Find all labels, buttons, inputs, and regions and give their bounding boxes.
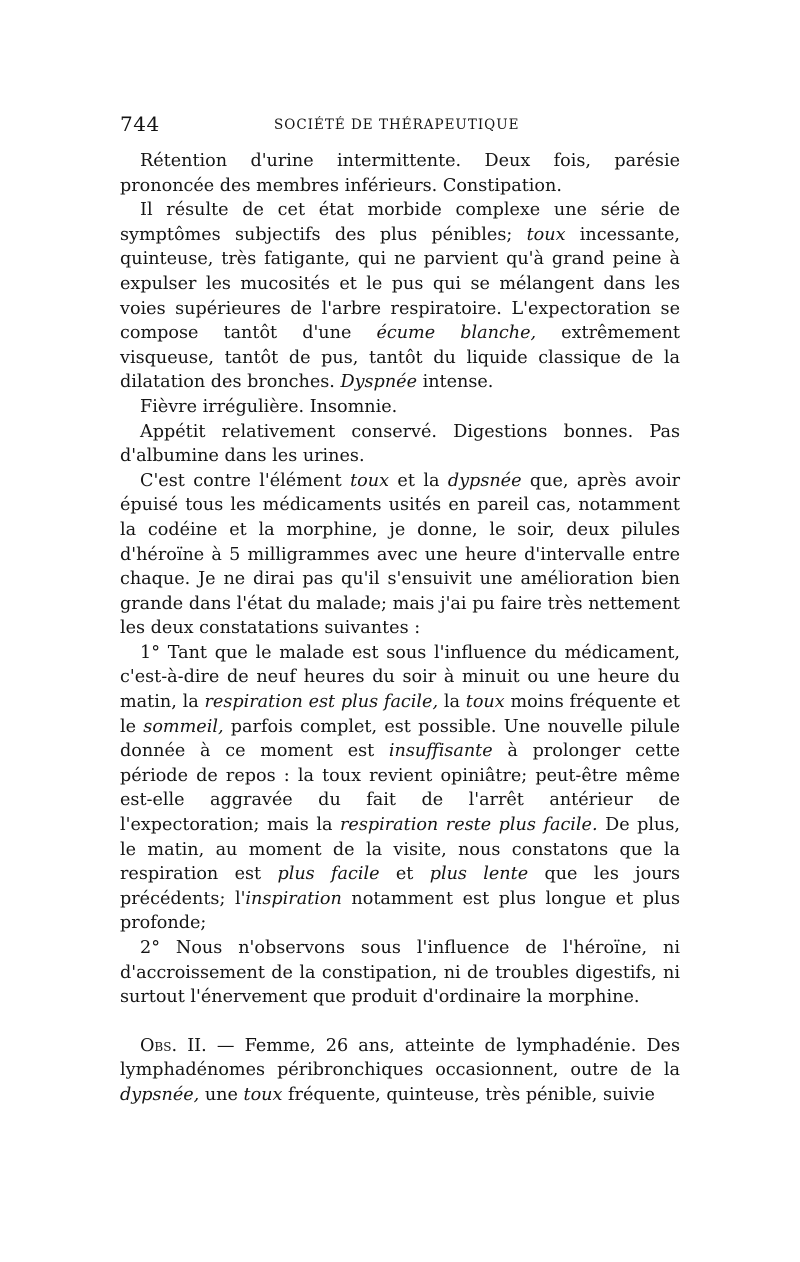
term-respiration: respiration est plus facile, <box>204 692 439 713</box>
term-plus-facile: plus facile <box>277 864 380 885</box>
paragraph-retention: Rétention d'urine intermittente. Deux fois, parésie prononcée des membres inférieurs. Constipation. <box>120 151 680 196</box>
paragraph-symptoms: Il résulte de cet état morbide complexe une série de symptômes subjectifs des plus pénibles; toux incessante, quinteuse, très fatigante, qui ne parvient qu'à grand peine à expulser les mucosités et le pus qui se mélangent dans les voies supérieures de l'arbre respiratoire. L'expectoration se compose tantôt d'une écume blanche, extrêmement visqueuse, tantôt de pus, tantôt du liquide classique de la dilatation des bronches. Dyspnée intense. <box>120 200 680 393</box>
term-dypsnee: dypsnée, <box>120 1084 200 1105</box>
page-header <box>120 112 680 142</box>
paragraph-observation-2: 2° Nous n'observons sous l'influence de l'héroïne, ni d'accroissement de la constipation, ni de troubles digestifs, ni surtout l'énervement que produit d'ordinaire la morphine. <box>120 938 680 1008</box>
term-toux: toux <box>350 470 390 491</box>
term-sommeil: sommeil, <box>143 716 224 737</box>
term-plus-lente: plus lente <box>429 864 529 885</box>
body-text <box>120 149 680 1108</box>
running-title: SOCIÉTÉ DE THÉRAPEUTIQUE <box>274 117 520 133</box>
term-respiration-reste: respiration reste plus facile. <box>340 815 598 836</box>
term-inspiration: inspiration <box>245 888 342 909</box>
paragraph-observation-1: 1° Tant que le malade est sous l'influence du médicament, c'est-à-dire de neuf heures du soir à minuit ou une heure du matin, la respiration est plus facile, la toux moins fréquente et le sommeil, parfois complet, est possible. Une nouvelle pilule donnée à ce moment est insuffisante à prolonger cette période de repos : la toux revient opiniâtre; peut-être même est-elle aggravée du fait de l'arrêt antérieur de l'expectoration; mais la respiration reste plus facile. De plus, le matin, au moment de la visite, nous constatons que la respiration est plus facile et plus lente que les jours précédents; l'inspiration notamment est plus longue et plus profonde; <box>120 642 681 934</box>
paragraph-appetit: Appétit relativement conservé. Digestions bonnes. Pas d'albumine dans les urines. <box>120 421 680 467</box>
term-toux: toux <box>243 1084 283 1105</box>
term-toux: toux <box>465 692 505 713</box>
term-insuffisante: insuffisante <box>388 741 493 762</box>
page-number: 744 <box>120 112 160 136</box>
paragraph-obs-ii: Obs. II. — Femme, 26 ans, atteinte de lymphadénie. Des lymphadénomes péribronchiques occasionnent, outre de la dypsnée, une toux fréquente, quinteuse, très pénible, suivie <box>120 1035 680 1105</box>
obs-label: Obs. II. <box>140 1035 207 1056</box>
paragraph-fievre: Fièvre irrégulière. Insomnie. <box>140 396 398 417</box>
term-dypsnee: dypsnée <box>447 470 522 491</box>
term-toux: toux <box>526 224 566 245</box>
paragraph-treatment: C'est contre l'élément toux et la dypsnée que, après avoir épuisé tous les médicaments usités en pareil cas, notamment la codéine et la morphine, je donne, le soir, deux pilules d'héroïne à 5 milligrammes avec une heure d'intervalle entre chaque. Je ne dirai pas qu'il s'ensuivit une amélioration bien grande dans l'état du malade; mais j'ai pu faire très nettement les deux constatations suivantes : <box>120 470 680 639</box>
term-ecume: écume blanche, <box>376 323 537 344</box>
term-dyspnee: Dyspnée <box>340 372 417 393</box>
